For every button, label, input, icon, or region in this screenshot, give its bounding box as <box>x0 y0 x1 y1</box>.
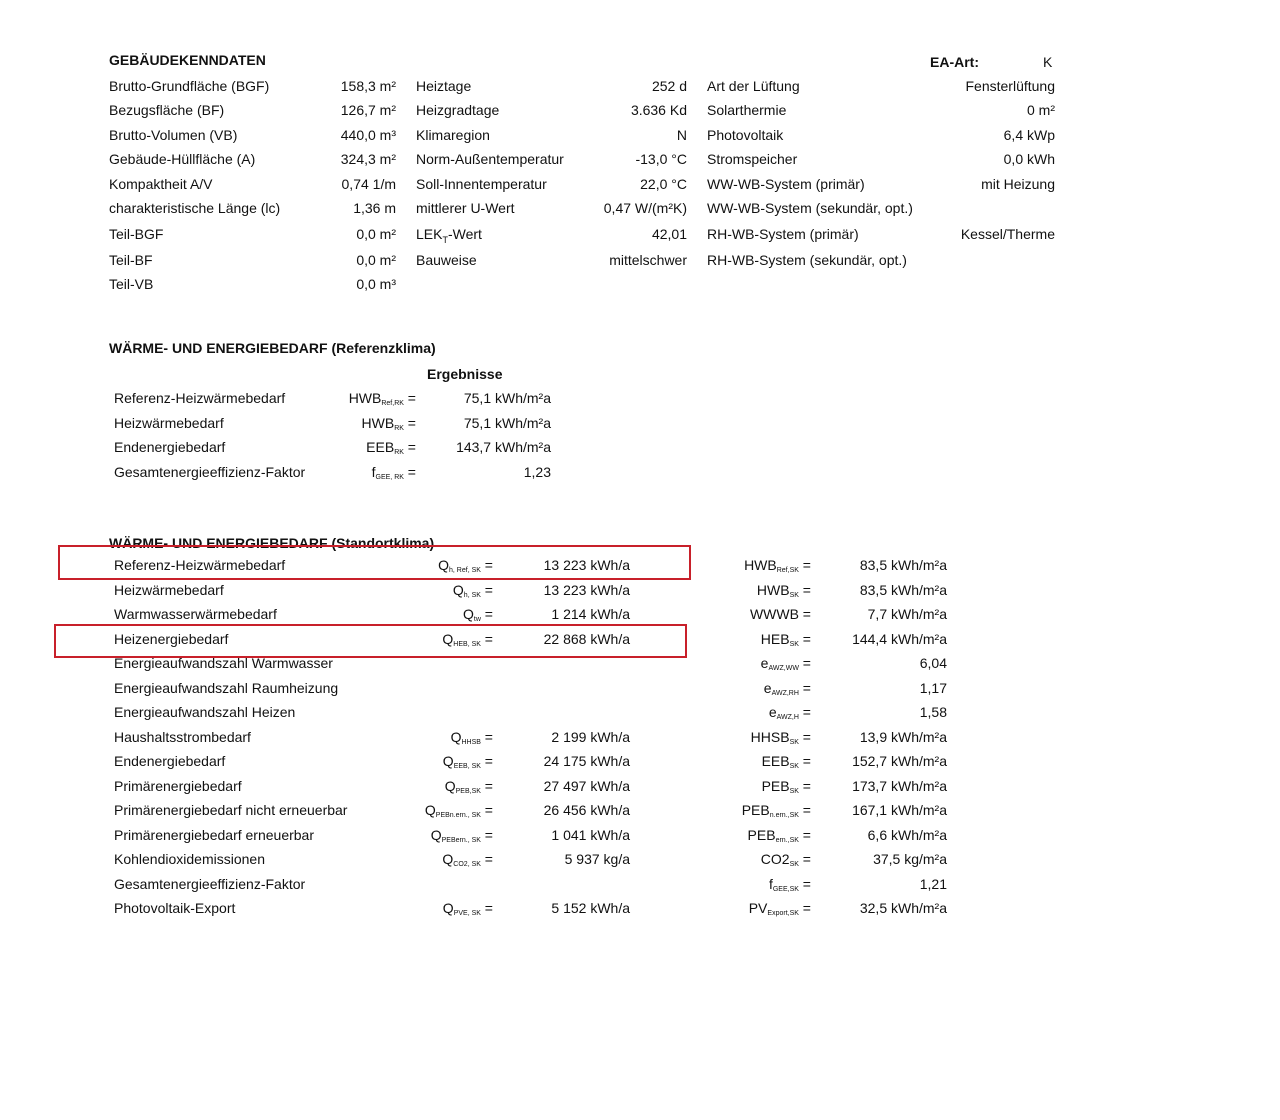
site-row-q-value: 1 214 kWh/a <box>551 606 630 622</box>
reference-row-symbol: $EEB_{RK}$ = <box>366 439 416 456</box>
site-row-specific-symbol: $HHSB_{SK}$ = <box>750 729 811 746</box>
reference-row-label: Heizwärmebedarf <box>114 415 224 431</box>
site-row-q-symbol: $Q_{HHSB}$ = <box>450 729 493 746</box>
building-col1-value: 440,0 m³ <box>340 127 396 143</box>
building-col1-value: 324,3 m² <box>340 151 396 167</box>
site-row-label: Energieaufwandszahl Heizen <box>114 704 296 720</box>
highlight-box <box>54 624 687 658</box>
site-row-specific-symbol: $f_{GEE,SK}$ = <box>768 876 811 893</box>
building-col1-label: Kompaktheit A/V <box>109 176 213 192</box>
building-col1-label: Gebäude-Hüllfläche (A) <box>109 151 256 167</box>
site-row-label: Kohlendioxidemissionen <box>114 851 265 867</box>
building-col2-value: mittelschwer <box>609 252 687 268</box>
site-row-label: Energieaufwandszahl Warmwasser <box>114 655 333 671</box>
building-col3-value: mit Heizung <box>981 176 1055 192</box>
site-row-q-value: 22 868 kWh/a <box>543 631 630 647</box>
site-row-specific-symbol: $EEB_{SK}$ = <box>761 753 811 770</box>
building-col2-value: 22,0 °C <box>640 176 687 192</box>
site-row-label: Endenergiebedarf <box>114 753 226 769</box>
building-col1-label: charakteristische Länge (lc) <box>109 200 281 216</box>
site-row-specific-symbol: $HEB_{SK}$ = <box>760 631 811 648</box>
site-row-q-symbol: $Q_{tw}$ = <box>463 606 493 623</box>
building-col3-label: Solarthermie <box>707 102 787 118</box>
site-row-specific-value: 37,5 kg/m²a <box>873 851 947 867</box>
reference-row-symbol: $f_{GEE, RK}$ = <box>371 464 416 481</box>
site-row-specific-value: 167,1 kWh/m²a <box>852 802 947 818</box>
building-col2-label: Bauweise <box>416 252 477 268</box>
site-row-specific-value: 173,7 kWh/m²a <box>852 778 947 794</box>
site-row-specific-symbol: $e_{AWZ,RH}$ = <box>763 680 811 697</box>
site-row-specific-symbol: $e_{AWZ,WW}$ = <box>760 655 811 672</box>
building-col2-label: Heiztage <box>416 78 472 94</box>
site-row-q-value: 26 456 kWh/a <box>543 802 630 818</box>
site-row-specific-symbol: $PV_{Export,SK}$ = <box>748 900 811 917</box>
reference-row-label: Referenz-Heizwärmebedarf <box>114 390 286 406</box>
site-row-q-symbol: $Q_{CO2, SK}$ = <box>442 851 493 868</box>
site-row-q-value: 5 937 kg/a <box>564 851 630 867</box>
building-col2-value: 3.636 Kd <box>630 102 687 118</box>
building-col3-label: Art der Lüftung <box>707 78 800 94</box>
site-row-label: Referenz-Heizwärmebedarf <box>114 557 286 573</box>
building-col3-value: 0 m² <box>1027 102 1055 118</box>
site-row-label: Primärenergiebedarf nicht erneuerbar <box>114 802 348 818</box>
building-col1-value: 1,36 m <box>353 200 396 216</box>
building-col2-value: -13,0 °C <box>635 151 687 167</box>
site-row-q-value: 1 041 kWh/a <box>551 827 630 843</box>
site-row-specific-symbol: $HWB_{SK}$ = <box>756 582 811 599</box>
building-col2-label: Klimaregion <box>416 127 490 143</box>
site-row-specific-value: 7,7 kWh/m²a <box>867 606 947 622</box>
building-col2-value: 42,01 <box>651 226 687 242</box>
site-row-specific-symbol: $e_{AWZ,H}$ = <box>768 704 811 721</box>
reference-row-symbol: $HWB_{Ref,RK}$ = <box>348 390 416 407</box>
site-row-specific-symbol: $PEB_{n.ern.,SK}$ = <box>741 802 811 819</box>
building-col1-value: 0,74 1/m <box>341 176 396 192</box>
building-col1-value: 0,0 m² <box>356 252 396 268</box>
building-col1-value: 126,7 m² <box>340 102 396 118</box>
site-row-q-value: 27 497 kWh/a <box>543 778 630 794</box>
site-row-specific-value: 1,21 <box>919 876 947 892</box>
site-row-specific-value: 13,9 kWh/m²a <box>859 729 947 745</box>
building-col1-label: Teil-VB <box>109 276 154 292</box>
building-col1-label: Bezugsfläche (BF) <box>109 102 225 118</box>
site-row-specific-value: 144,4 kWh/m²a <box>852 631 947 647</box>
site-row-q-symbol: $Q_{PEBn.ern., SK}$ = <box>424 802 493 819</box>
site-row-specific-value: 1,58 <box>919 704 947 720</box>
building-col2-value: 0,47 W/(m²K) <box>603 200 687 216</box>
building-col3-label: Stromspeicher <box>707 151 798 167</box>
building-col2-label: Norm-Außentemperatur <box>416 151 564 167</box>
site-row-q-value: 5 152 kWh/a <box>551 900 630 916</box>
site-row-q-symbol: $Q_{EEB, SK}$ = <box>442 753 493 770</box>
reference-row-symbol: $HWB_{RK}$ = <box>361 415 416 432</box>
site-row-label: Primärenergiebedarf <box>114 778 242 794</box>
building-data-heading: GEBÄUDEKENNDATEN <box>109 52 266 68</box>
reference-row-value: 143,7 kWh/m²a <box>456 439 551 455</box>
site-row-q-symbol: $Q_{PEBern., SK}$ = <box>430 827 493 844</box>
building-col3-label: Photovoltaik <box>707 127 784 143</box>
building-col1-label: Brutto-Grundfläche (BGF) <box>109 78 270 94</box>
site-row-specific-value: 83,5 kWh/m²a <box>859 582 947 598</box>
site-row-label: Primärenergiebedarf erneuerbar <box>114 827 314 843</box>
site-row-label: Heizwärmebedarf <box>114 582 224 598</box>
site-row-specific-value: 83,5 kWh/m²a <box>859 557 947 573</box>
building-col1-label: Teil-BGF <box>109 226 164 242</box>
site-row-specific-symbol: WWWB = <box>749 606 811 622</box>
building-col3-value: Fensterlüftung <box>965 78 1055 94</box>
building-col2-label: Heizgradtage <box>416 102 500 118</box>
site-row-specific-value: 1,17 <box>919 680 947 696</box>
site-row-label: Gesamtenergieeffizienz-Faktor <box>114 876 306 892</box>
highlight-box <box>58 545 691 580</box>
site-row-specific-value: 152,7 kWh/m²a <box>852 753 947 769</box>
site-row-q-symbol: $Q_{h, Ref, SK}$ = <box>438 557 493 574</box>
site-row-q-value: 24 175 kWh/a <box>543 753 630 769</box>
building-col1-value: 0,0 m³ <box>356 276 396 292</box>
building-col3-label: RH-WB-System (sekundär, opt.) <box>707 252 907 268</box>
site-row-specific-symbol: $PEB_{SK}$ = <box>761 778 811 795</box>
building-col2-value: 252 d <box>651 78 687 94</box>
building-col1-value: 158,3 m² <box>340 78 396 94</box>
reference-climate-heading: WÄRME- UND ENERGIEBEDARF (Referenzklima) <box>109 340 436 356</box>
site-row-specific-value: 6,04 <box>919 655 947 671</box>
site-row-specific-value: 32,5 kWh/m²a <box>859 900 947 916</box>
site-row-specific-symbol: $HWB_{Ref,SK}$ = <box>744 557 811 574</box>
building-col2-label: mittlerer U-Wert <box>416 200 515 216</box>
reference-row-value: 75,1 kWh/m²a <box>463 415 551 431</box>
ea-art-label: EA-Art: <box>930 54 979 70</box>
building-col3-value: Kessel/Therme <box>960 226 1055 242</box>
building-col3-value: 0,0 kWh <box>1003 151 1055 167</box>
site-row-label: Heizenergiebedarf <box>114 631 229 647</box>
building-col3-label: WW-WB-System (sekundär, opt.) <box>707 200 913 216</box>
building-col2-value: N <box>676 127 687 143</box>
site-row-q-symbol: $Q_{PEB,SK}$ = <box>444 778 493 795</box>
building-col2-label: $LEK_T$-Wert <box>416 226 482 245</box>
reference-row-label: Endenergiebedarf <box>114 439 226 455</box>
ea-art-value: K <box>1043 54 1053 70</box>
building-col3-label: RH-WB-System (primär) <box>707 226 859 242</box>
site-row-q-value: 13 223 kWh/a <box>543 582 630 598</box>
building-col2-label: Soll-Innentemperatur <box>416 176 547 192</box>
site-row-q-value: 13 223 kWh/a <box>543 557 630 573</box>
reference-row-value: 1,23 <box>523 464 551 480</box>
site-row-q-value: 2 199 kWh/a <box>551 729 630 745</box>
results-label: Ergebnisse <box>427 366 503 382</box>
site-row-q-symbol: $Q_{h, SK}$ = <box>452 582 493 599</box>
site-row-specific-value: 6,6 kWh/m²a <box>867 827 947 843</box>
building-col1-label: Brutto-Volumen (VB) <box>109 127 238 143</box>
site-row-label: Haushaltsstrombedarf <box>114 729 251 745</box>
reference-row-value: 75,1 kWh/m²a <box>463 390 551 406</box>
building-col3-value: 6,4 kWp <box>1003 127 1055 143</box>
site-row-label: Energieaufwandszahl Raumheizung <box>114 680 339 696</box>
site-row-q-symbol: $Q_{HEB, SK}$ = <box>442 631 493 648</box>
site-row-label: Warmwasserwärmebedarf <box>114 606 277 622</box>
site-climate-heading: WÄRME- UND ENERGIEBEDARF (Standortklima) <box>109 535 435 551</box>
building-col1-value: 0,0 m² <box>356 226 396 242</box>
site-row-label: Photovoltaik-Export <box>114 900 236 916</box>
site-row-specific-symbol: $PEB_{ern.,SK}$ = <box>747 827 811 844</box>
building-col1-label: Teil-BF <box>109 252 153 268</box>
site-row-q-symbol: $Q_{PVE, SK}$ = <box>442 900 493 917</box>
reference-row-label: Gesamtenergieeffizienz-Faktor <box>114 464 306 480</box>
building-col3-label: WW-WB-System (primär) <box>707 176 865 192</box>
site-row-specific-symbol: $CO2_{SK}$ = <box>760 851 811 868</box>
